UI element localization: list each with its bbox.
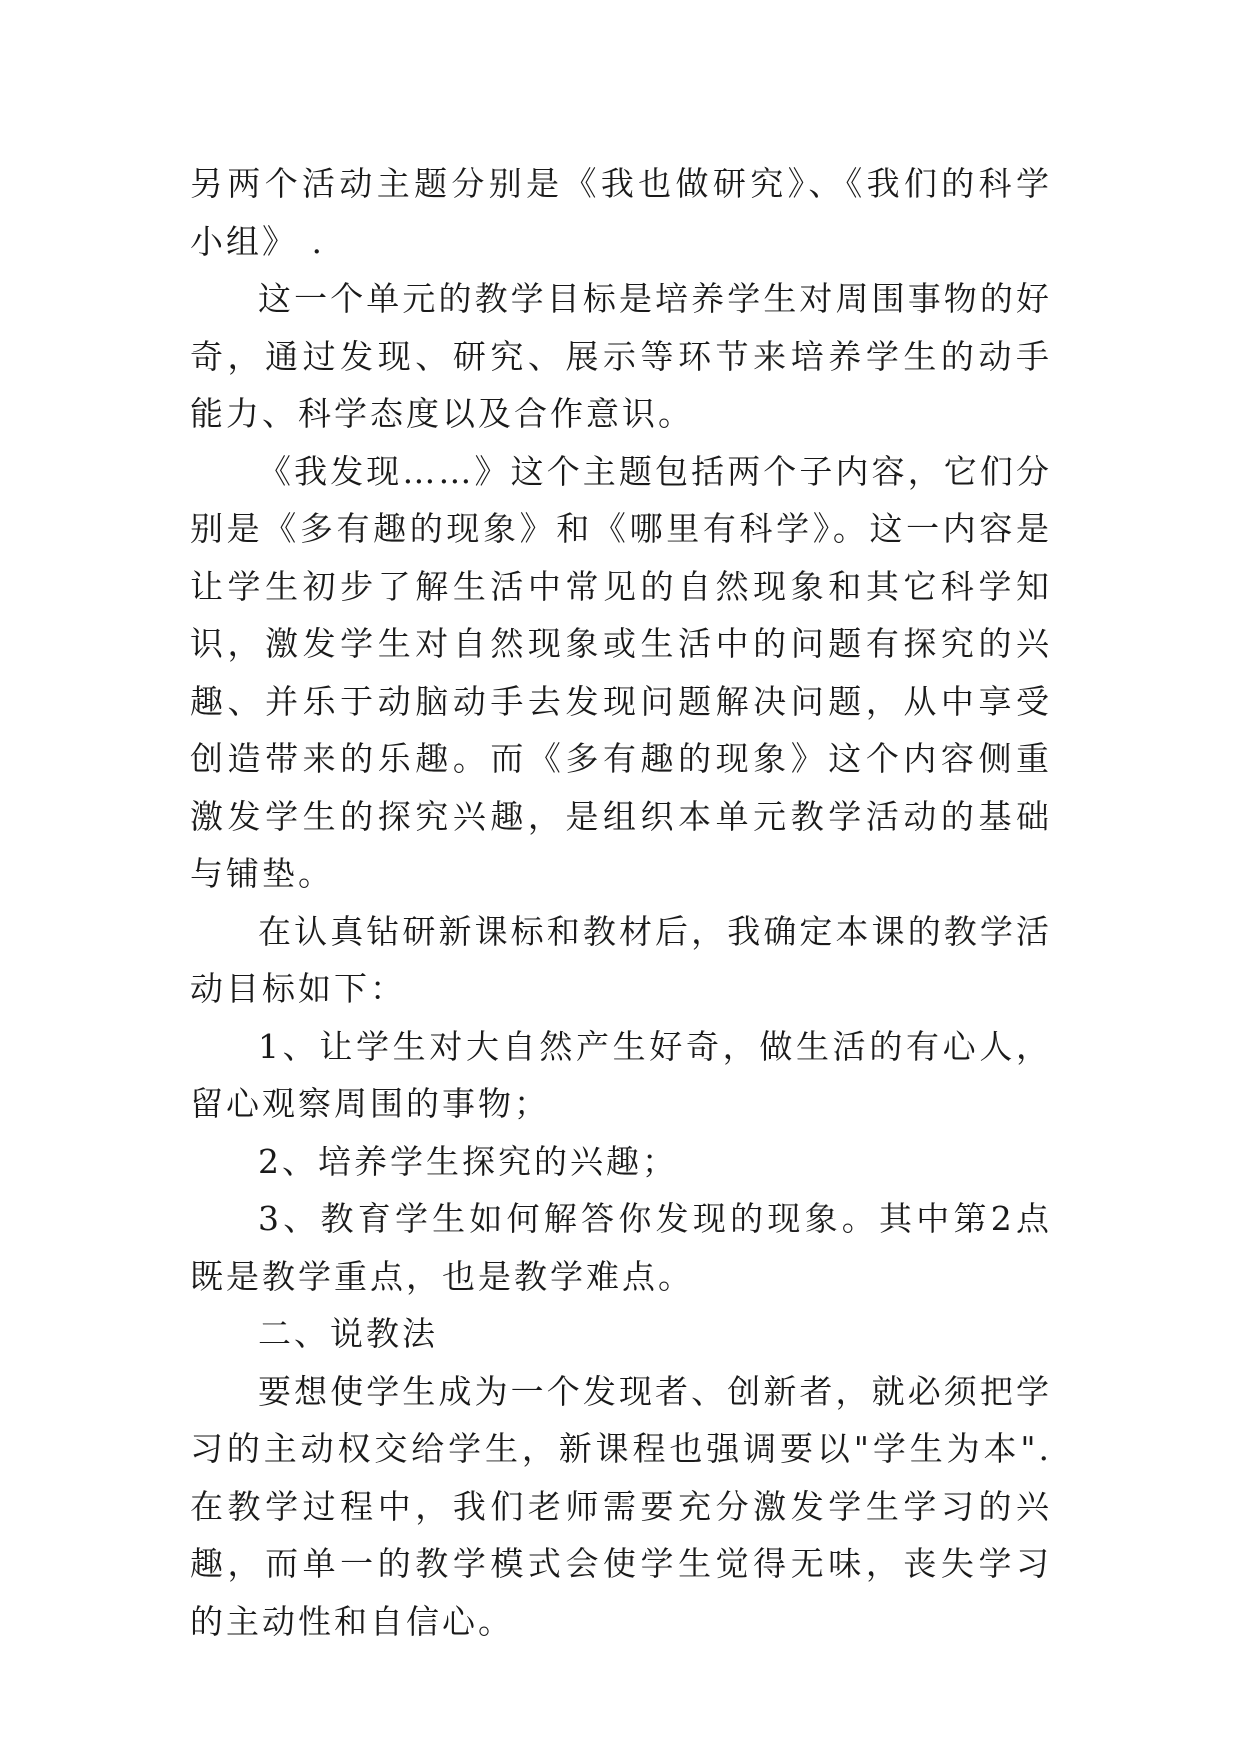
paragraph-discovery-theme: 《我发现……》这个主题包括两个子内容，它们分别是《多有趣的现象》和《哪里有科学》。这一内容是让学生初步了解生活中常见的自然现象和其它科学知识，激发学生对自然现象或生活中的问题有探究的兴趣、并乐于动脑动手去发现问题解决问题，从中享受创造带来的乐趣。而《多有趣的现象》这个内容侧重激发学生的探究兴趣，是组织本单元教学活动的基础与铺垫。 [190, 451, 1052, 893]
paragraph-unit-goal: 这一个单元的教学目标是培养学生对周围事物的好奇，通过发现、研究、展示等环节来培养学生的动手能力、科学态度以及合作意识。 [190, 279, 1052, 433]
paragraph-objective-3: 3、教育学生如何解答你发现的现象。其中第2点既是教学重点，也是教学难点。 [190, 1199, 1052, 1296]
paragraph-objectives-intro: 在认真钻研新课标和教材后，我确定本课的教学活动目标如下： [190, 911, 1052, 1008]
paragraph-activity-themes: 另两个活动主题分别是《我也做研究》、《我们的科学小组》 . [190, 164, 1052, 261]
section-heading-teaching-method: 二、说教法 [258, 1314, 438, 1353]
paragraph-objective-2: 2、培养学生探究的兴趣； [258, 1141, 678, 1181]
paragraph-objective-1: 1、让学生对大自然产生好奇，做生活的有心人，留心观察周围的事物； [190, 1026, 1052, 1123]
paragraph-teaching-method: 要想使学生成为一个发现者、创新者，就必须把学习的主动权交给学生，新课程也强调要以"学生为本".在教学过程中，我们老师需要充分激发学生学习的兴趣，而单一的教学模式会使学生觉得无味，丧失学习的主动性和自信心。 [190, 1371, 1052, 1641]
document-body [190, 155, 1052, 1650]
